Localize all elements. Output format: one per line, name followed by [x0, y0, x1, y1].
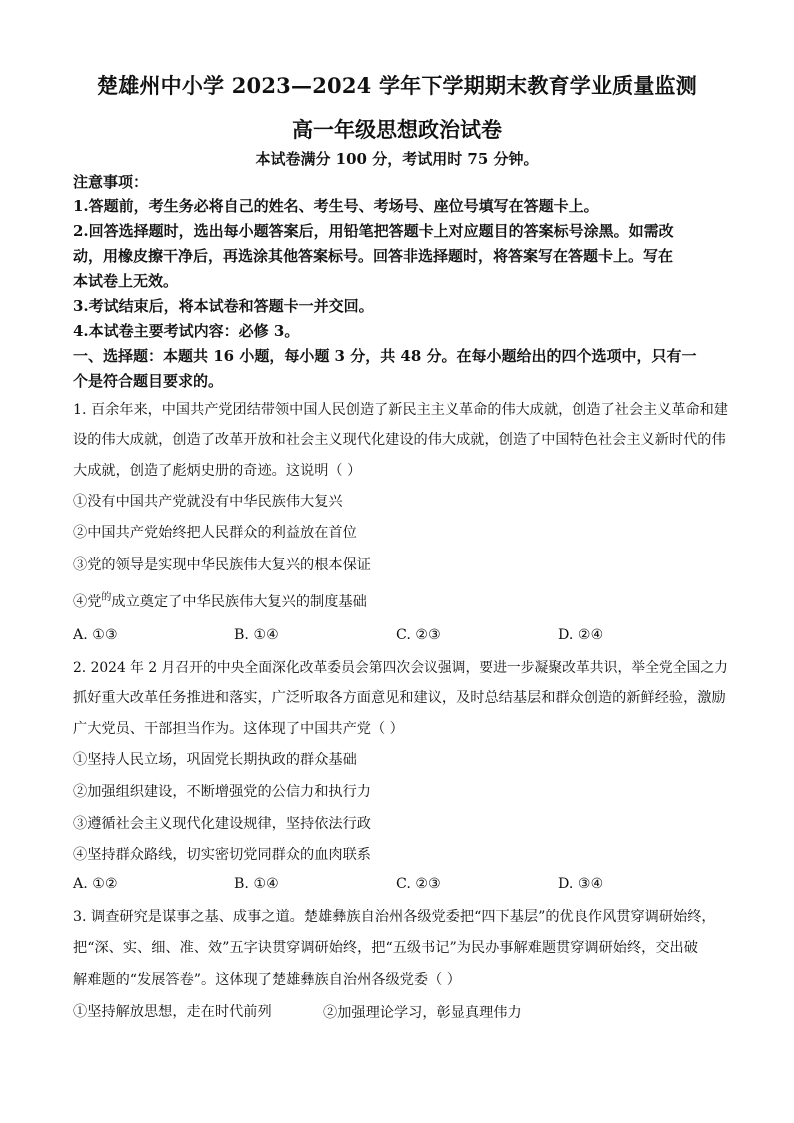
q1-option-c: C. ②③: [396, 627, 441, 643]
note-2-line-2: 动，用橡皮擦干净后，再选涂其他答案标号。回答非选择题时，将答案写在答题卡上。写在: [73, 247, 674, 265]
q2-option-a: A. ①②: [73, 876, 118, 892]
q1-option-a: A. ①③: [73, 627, 118, 643]
q1-statement-2: ②中国共产党始终把人民群众的利益放在首位: [73, 525, 357, 541]
note-1: 1.答题前，考生务必将自己的姓名、考生号、考场号、座位号填写在答题卡上。: [73, 197, 599, 215]
q3-stem-line-2: 把“深、实、细、准、效”五字诀贯穿调研始终，把“五级书记”为民办事解难题贯穿调研始终，交出破: [73, 940, 698, 956]
q3-statement-2: ②加强理论学习，彰显真理伟力: [323, 1005, 522, 1021]
q2-stem-line-2: 抓好重大改革任务推进和落实，广泛听取各方面意见和建议，及时总结基层和群众创造的新鲜经验，激励: [73, 690, 726, 706]
q1-stem-line-2: 设的伟大成就，创造了改革开放和社会主义现代化建设的伟大成就，创造了中国特色社会主义新时代的伟: [73, 432, 726, 448]
q2-stem-line-3: 广大党员、干部担当作为。这体现了中国共产党（ ）: [73, 721, 404, 737]
exam-subtitle: 高一年级思想政治试卷: [292, 117, 502, 142]
note-2-line-1: 2.回答选择题时，选出每小题答案后，用铅笔把答题卡上对应题目的答案标号涂黑。如需改: [73, 222, 674, 240]
q2-stem-line-1: 2. 2024 年 2 月召开的中央全面深化改革委员会第四次会议强调，要进一步凝聚改革共识，举全党全国之力: [73, 660, 728, 676]
section-1-heading: 一、选择题：本题共 16 小题，每小题 3 分，共 48 分。在每小题给出的四个选项中，只有一: [73, 347, 697, 365]
q2-statement-2: ②加强组织建设，不断增强党的公信力和执行力: [73, 784, 371, 800]
q2-option-b: B. ①④: [234, 876, 279, 892]
q1-statement-4-part-a: ④党: [73, 594, 102, 610]
exam-title: 楚雄州中小学 2023—2024 学年下学期期末教育学业质量监测: [97, 73, 697, 98]
exam-info: 本试卷满分 100 分，考试用时 75 分钟。: [255, 150, 539, 168]
q1-statement-1: ①没有中国共产党就没有中华民族伟大复兴: [73, 494, 343, 510]
q2-statement-4: ④坚持群众路线，切实密切党同群众的血肉联系: [73, 847, 371, 863]
note-2-line-3: 本试卷上无效。: [73, 272, 179, 290]
q1-statement-4: [73, 592, 367, 614]
q2-statement-3: ③遵循社会主义现代化建设规律，坚持依法行政: [73, 816, 371, 832]
q3-stem-line-1: 3. 调查研究是谋事之基、成事之道。楚雄彝族自治州各级党委把“四下基层”的优良作风贯穿调研始终，: [73, 909, 716, 925]
q2-option-c: C. ②③: [396, 876, 441, 892]
q1-statement-4-raised-char: 的: [101, 592, 112, 603]
q3-statement-1: ①坚持解放思想，走在时代前列: [73, 1004, 272, 1020]
section-1-heading-cont: 个是符合题目要求的。: [73, 372, 224, 390]
q3-stem-line-3: 解难题的“发展答卷”。这体现了楚雄彝族自治州各级党委（ ）: [73, 972, 461, 988]
q2-statement-1: ①坚持人民立场，巩固党长期执政的群众基础: [73, 752, 357, 768]
q1-statement-3: ③党的领导是实现中华民族伟大复兴的根本保证: [73, 557, 371, 573]
q1-option-b: B. ①④: [234, 627, 279, 643]
q2-option-d: D. ③④: [558, 876, 604, 892]
q1-option-d: D. ②④: [558, 627, 604, 643]
q1-stem-line-3: 大成就，创造了彪炳史册的奇迹。这说明（ ）: [73, 463, 362, 479]
note-3: 3.考试结束后，将本试卷和答题卡一并交回。: [73, 297, 374, 315]
q1-statement-4-part-b: 成立奠定了中华民族伟大复兴的制度基础: [111, 594, 367, 610]
note-4: 4.本试卷主要考试内容：必修 3。: [73, 322, 300, 340]
notes-heading: 注意事项：: [73, 173, 149, 191]
q1-stem-line-1: 1. 百余年来，中国共产党团结带领中国人民创造了新民主主义革命的伟大成就，创造了社会主义革命和建: [73, 402, 728, 418]
